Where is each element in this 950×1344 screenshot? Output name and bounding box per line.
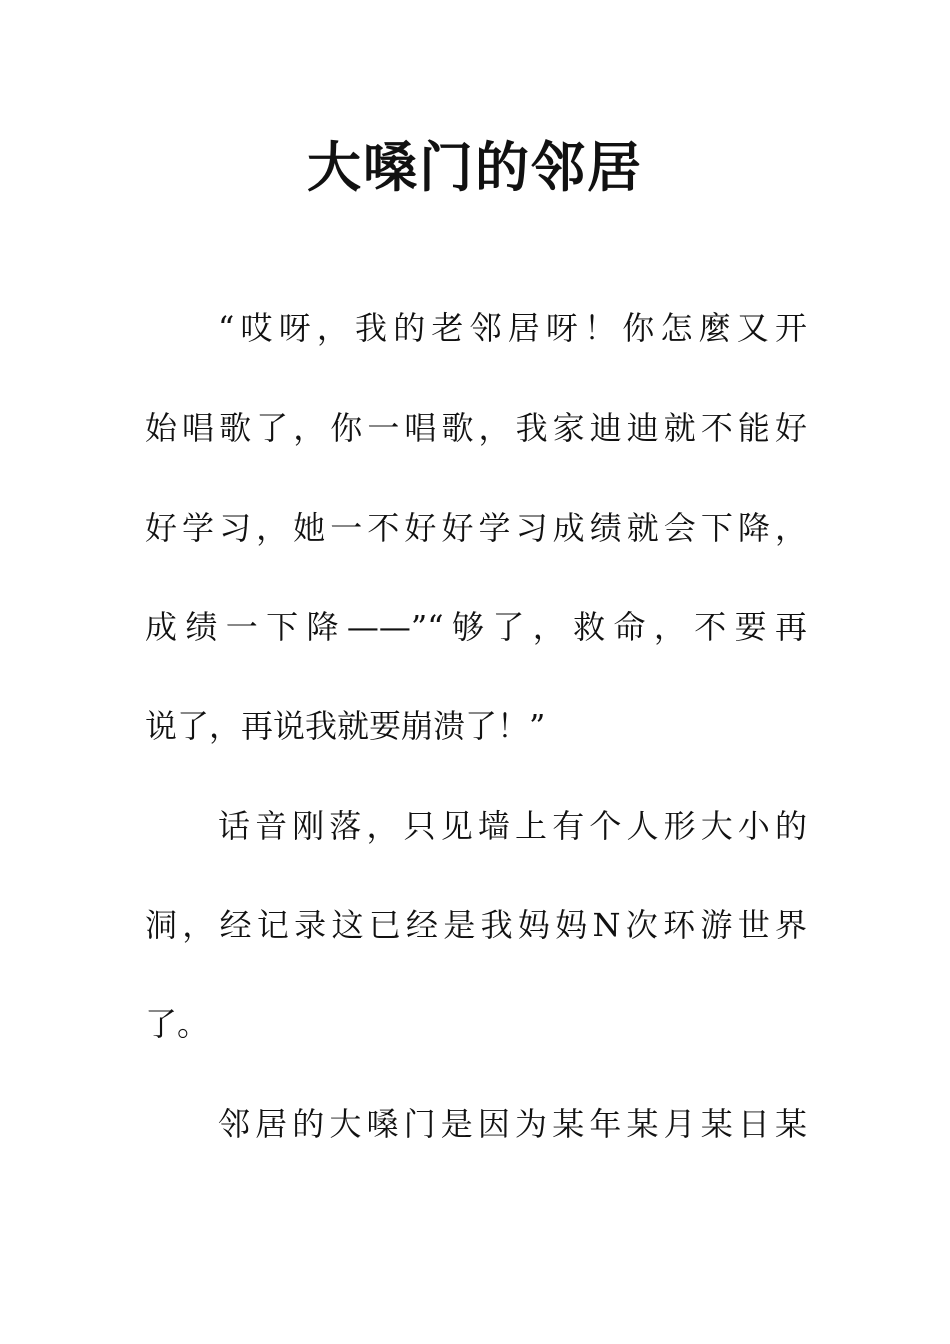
text-line: 好学习，她一不好好学习成绩就会下降， xyxy=(145,509,807,547)
text-line: 了。 xyxy=(145,1005,210,1043)
text-line: 始唱歌了，你一唱歌，我家迪迪就不能好 xyxy=(145,409,807,447)
text-line: 邻居的大嗓门是因为某年某月某日某 xyxy=(218,1105,807,1143)
text-line: 洞，经记录这已经是我妈妈N次环游世界 xyxy=(145,906,807,944)
text-line: “哎呀，我的老邻居呀！你怎麼又开 xyxy=(218,309,807,347)
page-title: 大嗓门的邻居 xyxy=(307,136,643,199)
text-line: 说了，再说我就要崩溃了！” xyxy=(145,707,546,745)
text-line: 成绩一下降——”“够了，救命，不要再 xyxy=(145,608,807,646)
text-line: 话音刚落，只见墙上有个人形大小的 xyxy=(218,807,807,845)
